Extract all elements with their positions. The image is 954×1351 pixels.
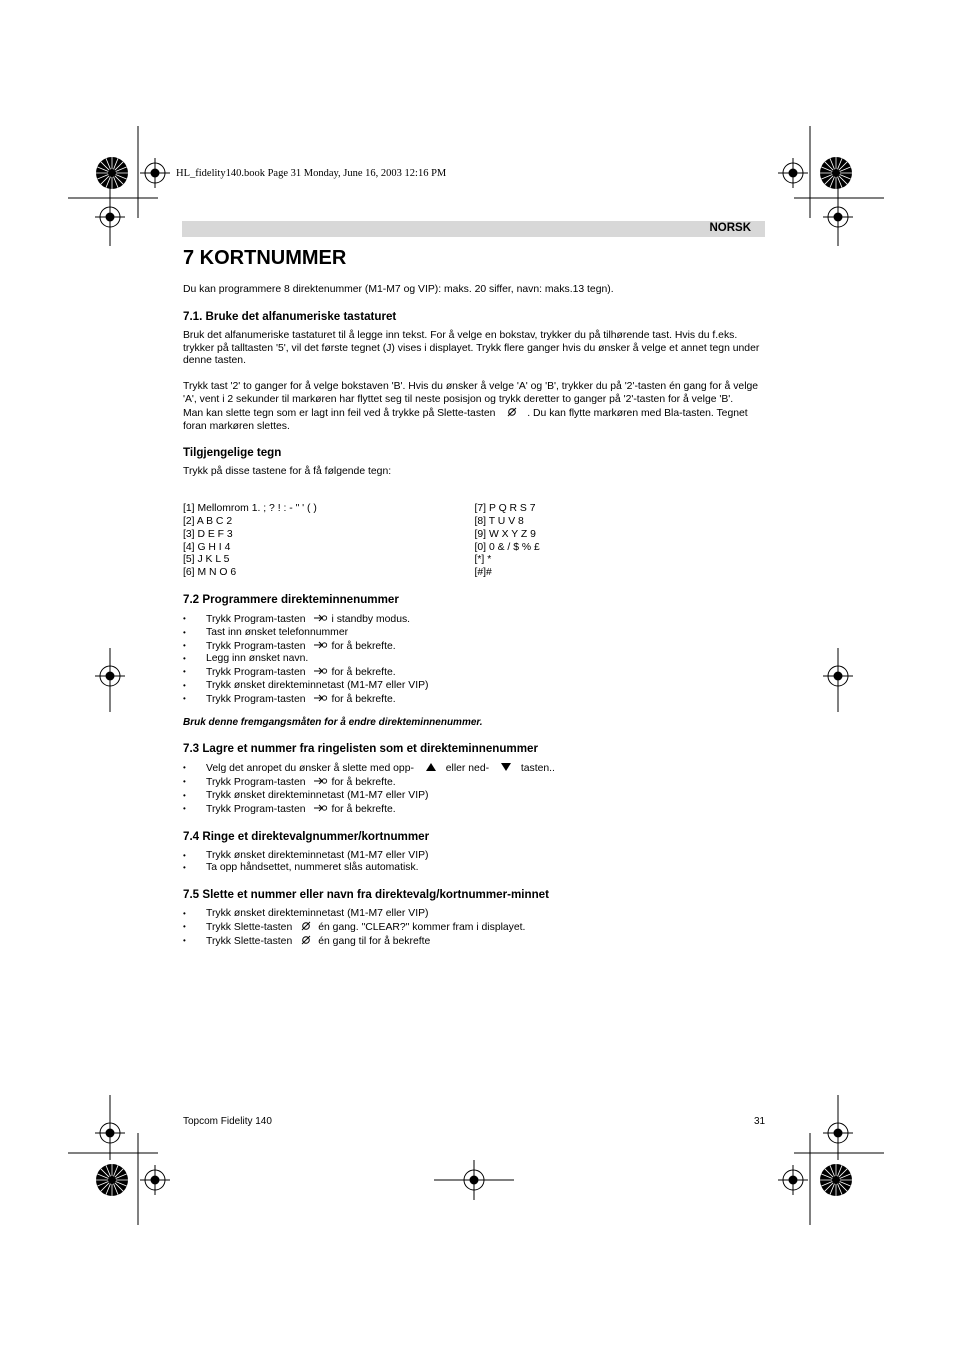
print-header: HL_fidelity140.book Page 31 Monday, June 16, 2003 12:16 PM	[176, 168, 447, 179]
list-item	[183, 762, 766, 776]
up-arrow-icon	[423, 762, 439, 772]
language-bar	[182, 221, 765, 237]
char-row: [4] G H I 4	[183, 541, 231, 553]
step-text: for å bekrefte.	[331, 803, 396, 815]
step-text: eller ned-	[445, 763, 490, 775]
section-7-3-heading: 7.3 Lagre et nummer fra ringelisten som et direkteminnenummer	[183, 742, 539, 756]
list-item	[183, 908, 766, 921]
list-item	[183, 653, 766, 666]
section-7-4-steps	[183, 850, 766, 876]
list-item	[183, 680, 766, 693]
section-7-1-paragraph-2: Trykk tast '2' to ganger for å velge bokstaven 'B'. Hvis du ønsker å velge 'A' og 'B', trykker du på '2'-tasten én gang for å velge 'A', vent i 2 sekunder til markøren har flyttet seg til neste posisjon og trykk deretter to ganger på '2'-tasten for å velge 'B'.	[183, 381, 759, 405]
program-key-icon	[312, 776, 328, 786]
char-row: [8] T U V 8	[474, 515, 524, 527]
char-row: [0] 0 & / $ % £	[474, 541, 540, 553]
list-item	[183, 935, 766, 949]
step-text: tasten..	[520, 763, 555, 775]
delete-key-icon	[298, 935, 314, 945]
character-table	[183, 503, 766, 580]
step-text: Velg det anropet du ønsker å slette med opp-	[206, 763, 414, 775]
list-item	[183, 850, 766, 863]
section-7-4-heading: 7.4 Ringe et direktevalgnummer/kortnummer	[183, 829, 430, 843]
available-chars-heading: Tilgjengelige tegn	[183, 446, 282, 460]
step-text: Trykk ønsket direkteminnetast (M1-M7 eller VIP)	[206, 908, 429, 920]
page-content	[183, 246, 766, 949]
char-row: [7] P Q R S 7	[474, 503, 536, 515]
list-item	[183, 862, 766, 875]
step-text: Trykk ønsket direkteminnetast (M1-M7 eller VIP)	[206, 679, 429, 691]
character-column-right	[475, 503, 767, 580]
section-7-3-steps	[183, 762, 766, 776]
step-text: Trykk Program-tasten	[206, 693, 306, 705]
char-row: [9] W X Y Z 9	[474, 528, 536, 540]
step-text: Trykk ønsket direkteminnetast (M1-M7 eller VIP)	[206, 849, 429, 861]
list-item	[183, 776, 766, 790]
program-key-icon	[312, 666, 328, 676]
list-item	[183, 640, 766, 654]
step-text: Trykk Program-tasten	[206, 613, 306, 625]
step-text: Trykk Slette-tasten	[206, 935, 293, 947]
char-row: [#]#	[474, 567, 492, 579]
program-key-icon	[312, 640, 328, 650]
step-text: Trykk Slette-tasten	[206, 921, 293, 933]
down-arrow-icon	[498, 762, 514, 772]
list-item	[183, 803, 766, 817]
program-key-icon	[312, 693, 328, 703]
step-text: for å bekrefte.	[331, 667, 396, 679]
paragraph-3-start: Man kan slette tegn som er lagt inn feil ved å trykke på Slette-tasten	[183, 407, 496, 419]
step-text: én gang til for å bekrefte	[318, 935, 431, 947]
section-7-2-steps	[183, 613, 766, 707]
step-text: Trykk Program-tasten	[206, 667, 306, 679]
available-chars-intro: Trykk på disse tastene for å få følgende tegn:	[183, 466, 392, 478]
step-text: én gang. "CLEAR?" kommer fram i displayet.	[318, 921, 526, 933]
section-7-5-steps	[183, 908, 766, 948]
chapter-title: 7 KORTNUMMER	[183, 247, 347, 269]
delete-key-icon	[298, 921, 314, 931]
language-label: NORSK	[709, 222, 751, 234]
char-row: [*] *	[474, 554, 492, 566]
program-key-icon	[312, 613, 328, 623]
list-item	[183, 666, 766, 680]
character-column-left	[183, 503, 475, 580]
step-text: for å bekrefte.	[331, 640, 396, 652]
step-text: Tast inn ønsket telefonnummer	[206, 626, 349, 638]
step-text: for å bekrefte.	[331, 693, 396, 705]
list-item	[183, 613, 766, 627]
char-row: [2] A B C 2	[183, 515, 233, 527]
section-7-2-heading: 7.2 Programmere direkteminnenummer	[183, 592, 399, 606]
section-7-3-steps-continued	[183, 776, 766, 816]
footer-page-number: 31	[754, 1116, 766, 1127]
list-item	[183, 921, 766, 935]
char-row: [5] J K L 5	[183, 554, 230, 566]
char-row: [6] M N O 6	[183, 567, 237, 579]
delete-key-icon	[504, 407, 520, 417]
intro-text: Du kan programmere 8 direktenummer (M1-M7 og VIP): maks. 20 siffer, navn: maks.13 tegn).	[183, 284, 614, 295]
section-7-2-note: Bruk denne fremgangsmåten for å endre direkteminnenummer.	[183, 716, 483, 728]
step-text: Legg inn ønsket navn.	[206, 653, 309, 665]
list-item	[183, 790, 766, 803]
step-text: Ta opp håndsettet, nummeret slås automatisk.	[206, 862, 419, 874]
section-7-1-paragraph-3	[183, 407, 766, 434]
list-item	[183, 627, 766, 640]
step-text: Trykk Program-tasten	[206, 777, 306, 789]
footer-product-name: Topcom Fidelity 140	[183, 1116, 272, 1127]
step-text: Trykk Program-tasten	[206, 640, 306, 652]
section-7-1-paragraph-1: Bruk det alfanumeriske tastaturet til å legge inn tekst. For å velge en bokstav, trykker du på tilhørende tast. Hvis du f.eks. trykker på talltasten '5', vil det første tegnet (J) vises i displayet. Trykk flere ganger hvis du ønsker å velge et annet tegn under denne tasten.	[183, 329, 760, 367]
section-7-1-heading: 7.1. Bruke det alfanumeriske tastaturet	[183, 309, 397, 323]
section-7-5-heading: 7.5 Slette et nummer eller navn fra direktevalg/kortnummer-minnet	[183, 888, 549, 902]
char-row: [1] Mellomrom 1. ; ? ! : - " ' ( )	[183, 503, 317, 515]
char-row: [3] D E F 3	[183, 528, 233, 540]
step-text: Trykk ønsket direkteminnetast (M1-M7 eller VIP)	[206, 789, 429, 801]
step-text: i standby modus.	[331, 613, 411, 625]
program-key-icon	[312, 803, 328, 813]
paragraph-3-end: . Du kan flytte markøren med Bla-tasten. Tegnet foran markøren slettes.	[183, 407, 748, 432]
list-item	[183, 693, 766, 707]
step-text: for å bekrefte.	[331, 777, 396, 789]
step-text: Trykk Program-tasten	[206, 803, 306, 815]
